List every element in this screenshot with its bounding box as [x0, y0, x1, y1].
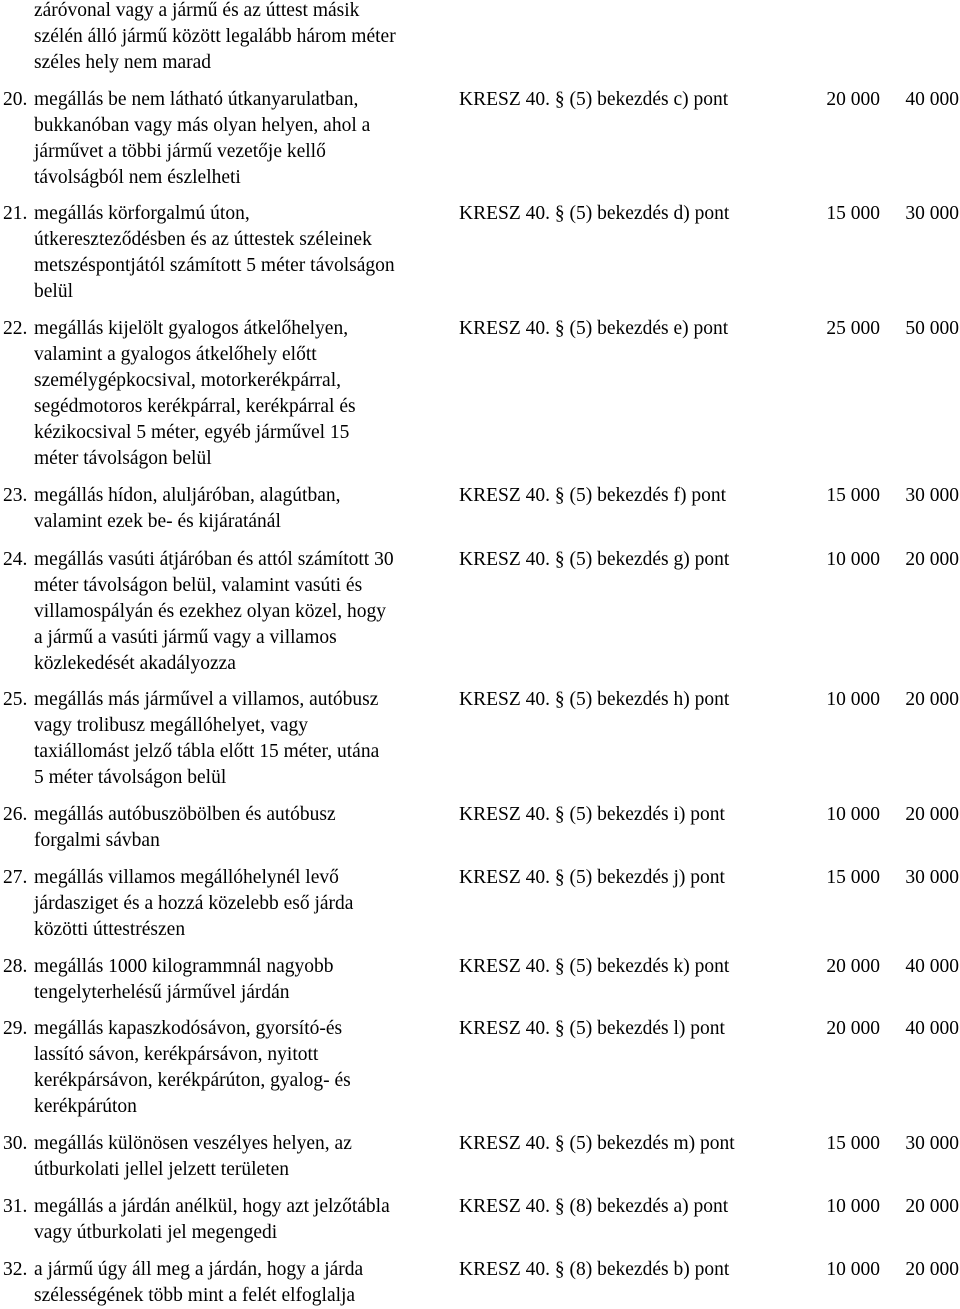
row-number: 32.: [3, 1259, 28, 1280]
row-legal-reference: KRESZ 40. § (5) bekezdés i) pont: [459, 804, 725, 825]
row-description: záróvonal vagy a jármű és az úttest másik szélén álló jármű között legalább három méter széles hely nem marad: [34, 0, 396, 73]
row-fine-max: 20 000: [905, 689, 959, 710]
row-number: 24.: [3, 549, 28, 570]
row-fine-min: 10 000: [826, 804, 880, 825]
row-fine-max: 20 000: [905, 549, 959, 570]
row-legal-reference: KRESZ 40. § (5) bekezdés d) pont: [459, 203, 730, 224]
row-description: megállás 1000 kilogrammnál nagyobb tengelyterhelésű járművel járdán: [34, 956, 334, 1003]
row-number: 22.: [3, 318, 28, 339]
row-legal-reference: KRESZ 40. § (8) bekezdés a) pont: [459, 1196, 729, 1217]
row-legal-reference: KRESZ 40. § (5) bekezdés f) pont: [459, 485, 726, 506]
row-fine-min: 10 000: [826, 549, 880, 570]
row-number: 21.: [3, 203, 28, 224]
row-fine-min: 15 000: [826, 1133, 880, 1154]
row-legal-reference: KRESZ 40. § (5) bekezdés l) pont: [459, 1018, 725, 1039]
row-fine-min: 10 000: [826, 689, 880, 710]
row-legal-reference: KRESZ 40. § (5) bekezdés c) pont: [459, 89, 729, 110]
row-fine-min: 25 000: [826, 318, 880, 339]
row-fine-min: 10 000: [826, 1259, 880, 1280]
row-number: 28.: [3, 956, 28, 977]
row-fine-max: 20 000: [905, 804, 959, 825]
row-description: megállás hídon, aluljáróban, alagútban, valamint ezek be- és kijáratánál: [34, 485, 341, 532]
row-description: megállás kapaszkodósávon, gyorsító-és lassító sávon, kerékpársávon, nyitott kerékpársávon, kerékpárúton, gyalog- és kerékpárúton: [34, 1018, 351, 1117]
row-fine-max: 40 000: [905, 956, 959, 977]
row-fine-max: 50 000: [905, 318, 959, 339]
row-description: megállás kijelölt gyalogos átkelőhelyen, valamint a gyalogos átkelőhely előtt személygépkocsival, motorkerékpárral, segédmotoros kerékpárral, kerékpárral és kézikocsival 5 méter, egyéb járművel 15 méter távolságon belül: [34, 318, 356, 469]
row-description: megállás autóbuszöbölben és autóbusz forgalmi sávban: [34, 804, 336, 851]
row-number: 20.: [3, 89, 28, 110]
row-legal-reference: KRESZ 40. § (5) bekezdés h) pont: [459, 689, 730, 710]
row-legal-reference: KRESZ 40. § (8) bekezdés b) pont: [459, 1259, 730, 1280]
row-fine-min: 20 000: [826, 956, 880, 977]
row-number: 30.: [3, 1133, 28, 1154]
row-description: megállás különösen veszélyes helyen, az útburkolati jellel jelzett területen: [34, 1133, 352, 1180]
row-legal-reference: KRESZ 40. § (5) bekezdés m) pont: [459, 1133, 735, 1154]
row-number: 27.: [3, 867, 28, 888]
row-legal-reference: KRESZ 40. § (5) bekezdés k) pont: [459, 956, 730, 977]
row-number: 29.: [3, 1018, 28, 1039]
row-fine-min: 10 000: [826, 1196, 880, 1217]
row-fine-min: 15 000: [826, 485, 880, 506]
row-legal-reference: KRESZ 40. § (5) bekezdés e) pont: [459, 318, 729, 339]
row-number: 26.: [3, 804, 28, 825]
row-description: a jármű úgy áll meg a járdán, hogy a járda szélességének több mint a felét elfoglalja: [34, 1259, 364, 1306]
row-fine-max: 20 000: [905, 1259, 959, 1280]
row-number: 23.: [3, 485, 28, 506]
row-fine-max: 30 000: [905, 485, 959, 506]
row-description: megállás vasúti átjáróban és attól számított 30 méter távolságon belül, valamint vasúti és villamospályán és ezekhez olyan közel, hogy a jármű a vasúti jármű vagy a villamos közlekedését akadályozza: [34, 549, 394, 674]
row-fine-min: 15 000: [826, 867, 880, 888]
row-description: megállás a járdán anélkül, hogy azt jelzőtábla vagy útburkolati jel megengedi: [34, 1196, 390, 1243]
row-description: megállás más járművel a villamos, autóbusz vagy trolibusz megállóhelyet, vagy taxiállomást jelző tábla előtt 15 méter, utána 5 méter távolságon belül: [34, 689, 380, 788]
row-legal-reference: KRESZ 40. § (5) bekezdés j) pont: [459, 867, 725, 888]
row-fine-min: 20 000: [826, 1018, 880, 1039]
row-fine-min: 20 000: [826, 89, 880, 110]
row-number: 25.: [3, 689, 28, 710]
row-legal-reference: KRESZ 40. § (5) bekezdés g) pont: [459, 549, 730, 570]
row-description: megállás villamos megállóhelynél levő járdasziget és a hozzá közelebb eső járda közötti úttestrészen: [34, 867, 354, 940]
row-fine-max: 30 000: [905, 867, 959, 888]
row-description: megállás be nem látható útkanyarulatban, bukkanóban vagy más olyan helyen, ahol a járművet a többi jármű vezetője kellő távolságból nem észlelheti: [34, 89, 371, 188]
row-fine-max: 40 000: [905, 89, 959, 110]
row-fine-max: 30 000: [905, 1133, 959, 1154]
row-fine-max: 30 000: [905, 203, 959, 224]
row-fine-max: 20 000: [905, 1196, 959, 1217]
row-description: megállás körforgalmú úton, útkereszteződésben és az úttestek széleinek metszéspontjától számított 5 méter távolságon belül: [34, 203, 395, 302]
row-number: 31.: [3, 1196, 28, 1217]
row-fine-max: 40 000: [905, 1018, 959, 1039]
row-fine-min: 15 000: [826, 203, 880, 224]
